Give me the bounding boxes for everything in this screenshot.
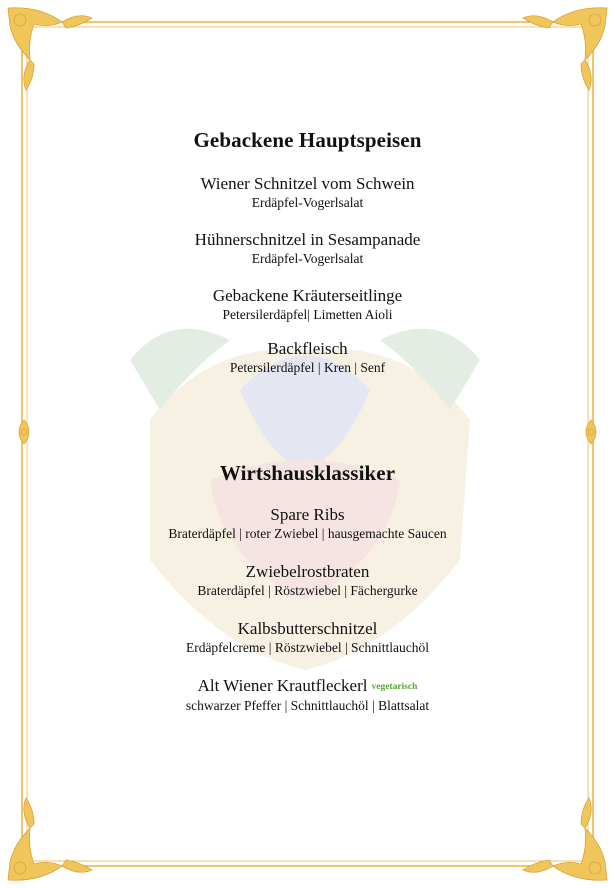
- menu-item: [0, 619, 615, 656]
- menu-item: [0, 230, 615, 267]
- side-ornament-right: [586, 420, 596, 444]
- dish-name: Hühnerschnitzel in Sesampanade: [194, 230, 421, 249]
- dish-side: Erdäpfel-Vogerlsalat: [251, 195, 364, 210]
- dish-side: schwarzer Pfeffer | Schnittlauchöl | Blattsalat: [185, 698, 430, 713]
- section-title: Gebackene Hauptspeisen: [193, 128, 422, 152]
- menu-item: [0, 505, 615, 542]
- corner-ornament-bottom-left: [8, 798, 92, 880]
- dish-name: Kalbsbutterschnitzel: [237, 619, 378, 638]
- dish-name: Alt Wiener Krautfleckerl: [197, 676, 368, 695]
- corner-ornament-bottom-right: [523, 798, 607, 880]
- dish-name: Backfleisch: [267, 339, 348, 358]
- dish-name: Spare Ribs: [270, 505, 345, 524]
- dish-name-row: [0, 676, 615, 697]
- menu-item: [0, 339, 615, 376]
- dish-name: Zwiebelrostbraten: [245, 562, 370, 581]
- dish-name: Wiener Schnitzel vom Schwein: [200, 174, 415, 193]
- dish-side: Erdäpfelcreme | Röstzwiebel | Schnittlauchöl: [185, 640, 430, 655]
- dish-name: Gebackene Kräuterseitlinge: [212, 286, 403, 305]
- dish-side: Braterdäpfel | Röstzwiebel | Fächergurke: [197, 583, 418, 598]
- vegetarian-badge: vegetarisch: [371, 682, 418, 692]
- section-title: Wirtshausklassiker: [219, 461, 396, 485]
- menu-item: [0, 286, 615, 323]
- menu-item: [0, 174, 615, 211]
- dish-side: Erdäpfel-Vogerlsalat: [251, 251, 364, 266]
- side-ornament-left: [19, 420, 29, 444]
- corner-ornament-top-right: [523, 8, 607, 90]
- corner-ornament-top-left: [8, 8, 92, 90]
- menu-item: [0, 562, 615, 599]
- dish-side: Braterdäpfel | roter Zwiebel | hausgemachte Saucen: [168, 526, 447, 541]
- dish-side: Petersilerdäpfel | Kren | Senf: [229, 360, 386, 375]
- menu-item: [0, 676, 615, 714]
- dish-side: Petersilerdäpfel| Limetten Aioli: [222, 307, 393, 322]
